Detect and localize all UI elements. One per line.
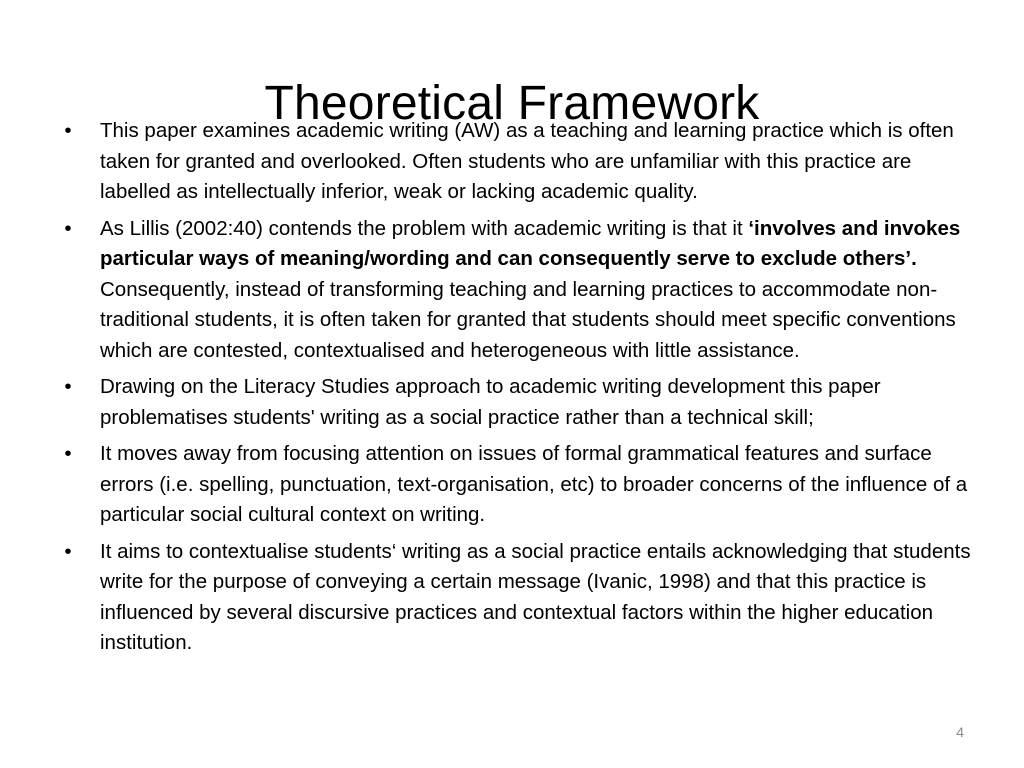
bullet-text: This paper examines academic writing (AW) as a teaching and learning practice which is often taken for granted and overlooked. Often students who are unfamiliar with this practice are labelled as intellectually inferior, weak or lacking academic quality. <box>100 119 954 203</box>
slide-title: Theoretical Framework <box>264 77 760 131</box>
quoted-bold-text: ‘involves and invokes particular ways of meaning/wording and can consequently serve to exclude others’. <box>100 216 961 270</box>
bullet-item-3 <box>51 372 971 433</box>
bullet-icon: • <box>64 119 72 142</box>
slide-number: 4 <box>956 724 964 740</box>
bullet-text: It moves away from focusing attention on issues of formal grammatical features and surface errors (i.e. spelling, punctuation, text-organisation, etc) to broader concerns of the influence of a particular social cultural context on writing. <box>100 442 968 526</box>
bullet-icon: • <box>64 539 72 563</box>
bullet-icon: • <box>64 375 72 398</box>
bullet-icon: • <box>64 216 72 240</box>
bullet-item-4 <box>51 439 971 531</box>
bullet-text-before-quote: As Lillis (2002:40) contends the problem with academic writing is that it <box>100 216 749 240</box>
bullet-text-after-quote: Consequently, instead of transforming teaching and learning practices to accommodate non-traditional students, it is often taken for granted that students should meet specific conventions which are contested, contextualised and heterogeneous with little assistance. <box>100 277 956 362</box>
bullet-text: It aims to contextualise students‘ writing as a social practice entails acknowledging that students write for the purpose of conveying a certain message (Ivanic, 1998) and that this practice is influenced by several discursive practices and contextual factors within the higher education institution. <box>100 539 971 654</box>
bullet-item-2 <box>51 214 971 367</box>
bullet-item-1 <box>51 116 971 208</box>
bullet-icon: • <box>64 442 72 465</box>
bullet-item-5 <box>51 537 971 659</box>
bullet-text <box>100 214 971 367</box>
bullet-text: Drawing on the Literacy Studies approach to academic writing development this paper problematises students' writing as a social practice rather than a technical skill; <box>100 375 881 429</box>
bullet-list <box>51 116 971 665</box>
